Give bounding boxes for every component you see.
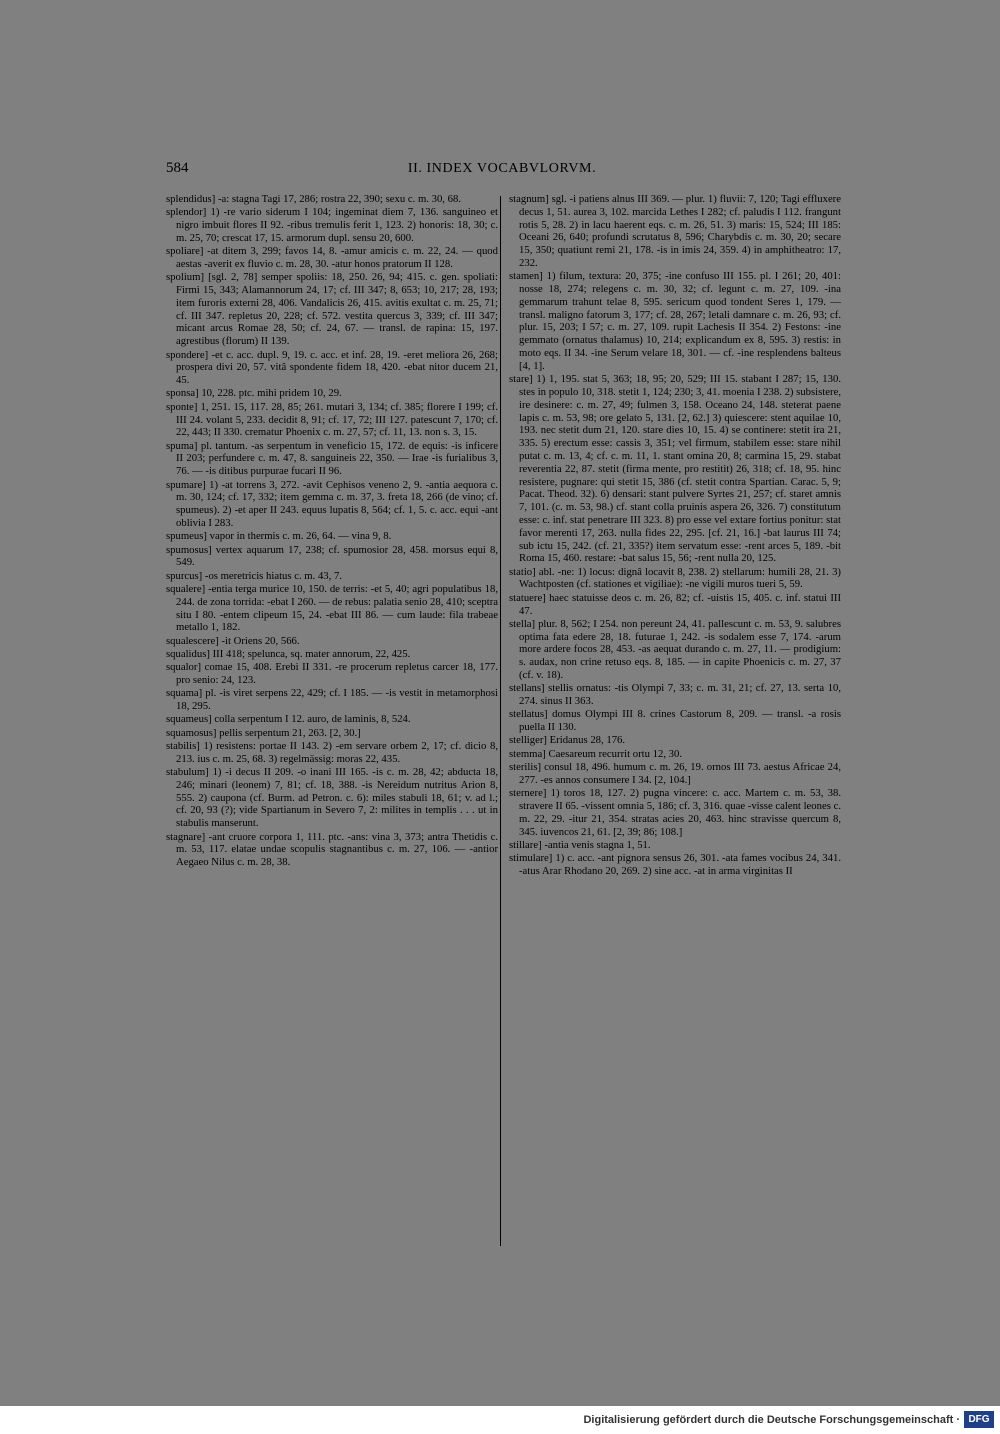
index-entry: statuere] haec statuisse deos c. m. 26, 82; cf. -uistis 15, 405. c. inf. statui III 47. (509, 591, 841, 617)
index-entry: stagnare] -ant cruore corpora 1, 111. ptc. -ans: vina 3, 373; antra Thetidis c. m. 53, 117. elatae undae scopulis stagnantibus c. m. 27, 106. — -antior Aegaeo Nilus c. m. 28, 38. (166, 830, 498, 869)
index-entry: stare] 1) 1, 195. stat 5, 363; 18, 95; 20, 529; III 15. stabant I 287; 15, 130. stes in populo 10, 318. stetit 1, 124; 230; 3, 41. moenia I 238. 2) subsistere, ire desinere: c. m. 27, 49; fulmen 3, 158. Oceano 24, 148. steterat paene lapis c. m. 53, 98; ore gelato 5, 131. [2, 62.] 3) quiescere: stent aquilae 10, 193. nec stetit dum 21, 120. stare dies 10, 15. 4) se continere: stetit ira 21, 335. 5) erectum esse: cassis 3, 351; vel firmum, stabilem esse: stare nihil putat c. m. 13, 4; cf. c. m. 11, 1. stant omina 20, 8; carmina 15, 29. stabat reverentia 22, 87. stetit (firma mente, pro restitit) 26, 318; cf. 18, 95. hinc resistere, pugnare: qui stetit 15, 386 (cf. stetit contra Spartian. Carac. 5, 9; Pacat. Theod. 32). 6) densari: stant pulvere Syrtes 21, 257; cf. staret amnis 7, 101. (c. m. 53, 98.) cf. stant colla pruinis aspera 26, 326. 7) constitutum esse: c. inf. stat penetrare III 323. 8) pro esse vel extare fortius ponitur: stat favor merenti 17, 263. nulla fides 22, 295. [cf. 21, 16.] -bat laurus III 74; sub ictu 15, 242. (cf. 21, 335?) item servatum esse: -rent arces 5, 189. -bit Roma 15, 460. restare: -bat salus 15, 56; -rent nulla 20, 125. (509, 373, 841, 565)
right-column (509, 193, 841, 878)
index-entry: squalor] comae 15, 408. Erebi II 331. -re procerum repletus carcer 18, 177. pro senio: 24, 123. (166, 661, 498, 686)
index-entry: stimulare] 1) c. acc. -ant pignora sensus 26, 301. -ata fames vocibus 24, 341. -atus Arar Rhodano 20, 269. 2) sine acc. -at in arma virginitas II (509, 852, 841, 877)
index-entry: spumare] 1) -at torrens 3, 272. -avit Cephisos veneno 2, 9. -antia aequora c. m. 30, 124; cf. 17, 332; item gemma c. m. 37, 3. freta 18, 266 (de vino; cf. spumeus). 2) -et aper II 243. equus lupatis 8, 564; cf. 1, 5. c. acc. equi -ant oblivia I 283. (166, 478, 498, 529)
index-entry: stella] plur. 8, 562; I 254. non pereunt 24, 41. pallescunt c. m. 53, 9. salubres optima fata edere 28, 18. futurae 1, 242. -is sodalem esse 7, 174. -arum more ardere focos 28, 453. -as aequat durando c. m. 27, 11. — prodigium: s. audax, non crine retuso eqs. 8, 185. — in capite Phoenicis c. m. 27, 37 (cf. v. 18). (509, 617, 841, 681)
index-entry: statio] abl. -ne: 1) locus: dignâ locavit 8, 238. 2) stellarum: humili 28, 21. 3) Wachtposten (cf. stationes et vigiliae): -ne vigili muros tueri 5, 59. (509, 565, 841, 591)
index-entry: splendor] 1) -re vario siderum I 104; ingeminat diem 7, 136. sanguineo et nigro imbuit flores II 92. -ribus tremulis ferit 1, 123. 2) honoris: 18, 30; c. m. 25, 70; crescat 17, 15. armorum dupl. sensu 20, 600. (166, 206, 498, 244)
index-entry: stemma] Caesareum recurrit ortu 12, 30. (509, 747, 683, 760)
page-header (166, 160, 838, 184)
index-entry: spuma] pl. tantum. -as serpentum in veneficio 15, 172. de equis: -is inficere II 203; perfundere c. m. 47, 8. sanguineis 22, 350. — Irae -is furialibus 3, 76. — -is ditibus purpurae fucari II 96. (166, 439, 498, 478)
index-entry: stellans] stellis ornatus: -tis Olympi 7, 33; c. m. 31, 21; cf. 27, 13. serta 10, 274. sinus II 363. (509, 682, 841, 708)
index-entry: sponsa] 10, 228. ptc. mihi pridem 10, 29. (166, 387, 342, 400)
footer-bar (0, 1406, 1000, 1434)
index-entry: squama] pl. -is viret serpens 22, 429; cf. I 185. — -is vestit in metamorphosi 18, 295. (166, 687, 498, 713)
index-entry: splendidus] -a: stagna Tagi 17, 286; rostra 22, 390; sexu c. m. 30, 68. (166, 193, 461, 205)
index-entry: stillare] -antia venis stagna 1, 51. (509, 838, 651, 851)
dfg-logo: DFG (964, 1411, 994, 1428)
index-entry: stabilis] 1) resistens: portae II 143. 2) -em servare orbem 2, 17; cf. dicio 8, 213. ius c. m. 25, 68. 3) regelmässig: moras 22, 435. (166, 739, 498, 765)
index-entry: squamosus] pellis serpentum 21, 263. [2, 30.] (166, 726, 361, 739)
index-entry: squalere] -entia terga murice 10, 150. de terris: -et 5, 40; agri populatibus 18, 244. de zona torrida: -ebat I 260. — de rebus: palatia senio 28, 410; sceptra situ I 80. -entem clipeum 15, 24. -ebat III 86. — cum laude: fila trabeae metallo 1, 182. (166, 582, 499, 634)
index-entry: stagnum] sgl. -i patiens alnus III 369. — plur. 1) fluvii: 7, 120; Tagi effluxere decus 1, 51. aurea 3, 102. marcida Lethes I 282; cf. paludis I 112. frangunt rotis 5, 28. 2) in lacu haerent eqs. c. m. 26, 51. 3) maris: 15, 524; III 185: Oceani 26, 640; profundi scrutatus 8, 596; Charybdis c. m. 30, 20; secare 15, 350; quatiunt remi 21, 178. -is in imis 24, 359. 4) in amphitheatro: 17, 232. (509, 193, 841, 269)
index-entry: sterilis] consul 18, 496. humum c. m. 26, 19. ornos III 73. aestus Africae 24, 277. -es annos consumere I 34. [2, 104.] (509, 761, 841, 786)
index-entry: spumeus] vapor in thermis c. m. 26, 64. — vina 9, 8. (166, 530, 392, 543)
index-entry: spolium] [sgl. 2, 78] semper spoliis: 18, 250. 26, 94; 415. c. gen. spoliati: Firmi 15, 343; Alamannorum 24, 17; cf. III 347; 8, 653; 10, 217; 28, 193; item furoris externi 28, 406. Vandalicis 26, 415. avitis exultat c. m. 25, 71; cf. III 347. repletus 20, 228; cf. 572. vestita quercus 3, 339; cf. III 347; micant arcus Romae 28, 50; cf. 24, 67. — transl. de rapina: 15, 197. agrestibus (florum) II 139. (166, 271, 498, 348)
column-divider (500, 196, 501, 1246)
funding-credit: Digitalisierung gefördert durch die Deutsche Forschungsgemeinschaft · (583, 1414, 960, 1426)
index-entry: stamen] 1) filum, textura: 20, 375; -ine confuso III 155. pl. I 261; 20, 401: nosse 18, 274; relegens c. m. 30, 32; cf. legunt c. m. 27, 109. -ina gemmarum trahunt telae 8, 595. sericum quod tondent Seres 1, 179. — transl. maligno fatorum 3, 177; cf. 28, 267; letali damnare c. m. 26, 93; cf. plur. 15, 203; I 57; c. m. 27, 109. rupit Lachesis II 354. 2) Festons: -ine gemmato (ornatus thalamus) 10, 214; explicandum ex 8, 595. 3) restis: in moto eqs. II 34. -ine Serum velare 18, 301. — cf. -ine resplendens balteus [4, 1]. (509, 270, 841, 372)
index-entry: spurcus] -os meretricis hiatus c. m. 43, 7. (166, 569, 343, 582)
index-entry: squalescere] -it Oriens 20, 566. (166, 634, 300, 647)
page-number: 584 (166, 160, 189, 176)
index-entry: sternere] 1) toros 18, 127. 2) pugna vincere: c. acc. Martem c. m. 53, 38. stravere II 65. -vissent omnia 5, 186; cf. 3, 316. quae -visse calent leones c. m. 22, 29. -itur 21, 354. stratas acies 20, 463. hinc stravisse quercum 8, 345. iuvencos 21, 61. [2, 39; 86; 108.] (509, 787, 841, 838)
index-entry: sponte] 1, 251. 15, 117. 28, 85; 261. mutari 3, 134; cf. 385; florere I 199; cf. III 24. volant 5, 233. decidit 8, 91; cf. 17, 72; III 127. patescunt 7, 170; cf. 22, 443; II 330. crematur Phoenix c. m. 27, 57; cf. 11, 13. non s. 3, 15. (166, 400, 498, 439)
index-entry: spoliare] -at ditem 3, 299; favos 14, 8. -amur amicis c. m. 22, 24. — quod aestas -averit ex fluvio c. m. 28, 30. -atur honos pratorum II 128. (166, 245, 498, 270)
index-entry: stabulum] 1) -i decus II 209. -o inani III 165. -is c. m. 28, 42; abducta 18, 246; minari (leonem) 7, 81; cf. 18, 388. -is Nereidum nutritus Arion 8, 555. 2) caupona (cf. Burm. ad Petron. c. 6): miles stabuli 18, 61; v. ad l.; cf. 20, 93 (?); vide Spartianum in Severo 7, 2: milites in templis . . . ut in stabulis manserunt. (166, 766, 498, 830)
page-title: II. INDEX VOCABVLORVM. (407, 161, 597, 176)
index-entry: squalidus] III 418; spelunca, sq. mater annorum, 22, 425. (166, 647, 411, 660)
index-entry: squameus] colla serpentum I 12. auro, de laminis, 8, 524. (166, 713, 411, 726)
index-entry: spondere] -et c. acc. dupl. 9, 19. c. acc. et inf. 28, 19. -eret meliora 26, 268; prospera divi 20, 57. vitâ spondente fidem 18, 420. -ebat nitor ducem 21, 45. (166, 348, 498, 387)
left-column (166, 193, 498, 869)
index-entry: stellatus] domus Olympi III 8. crines Castorum 8, 209. — transl. -a rosis puella II 130. (509, 708, 841, 734)
index-entry: spumosus] vertex aquarum 17, 238; cf. spumosior 28, 458. morsus equi 8, 549. (166, 543, 498, 569)
index-entry: stelliger] Eridanus 28, 176. (509, 734, 626, 747)
